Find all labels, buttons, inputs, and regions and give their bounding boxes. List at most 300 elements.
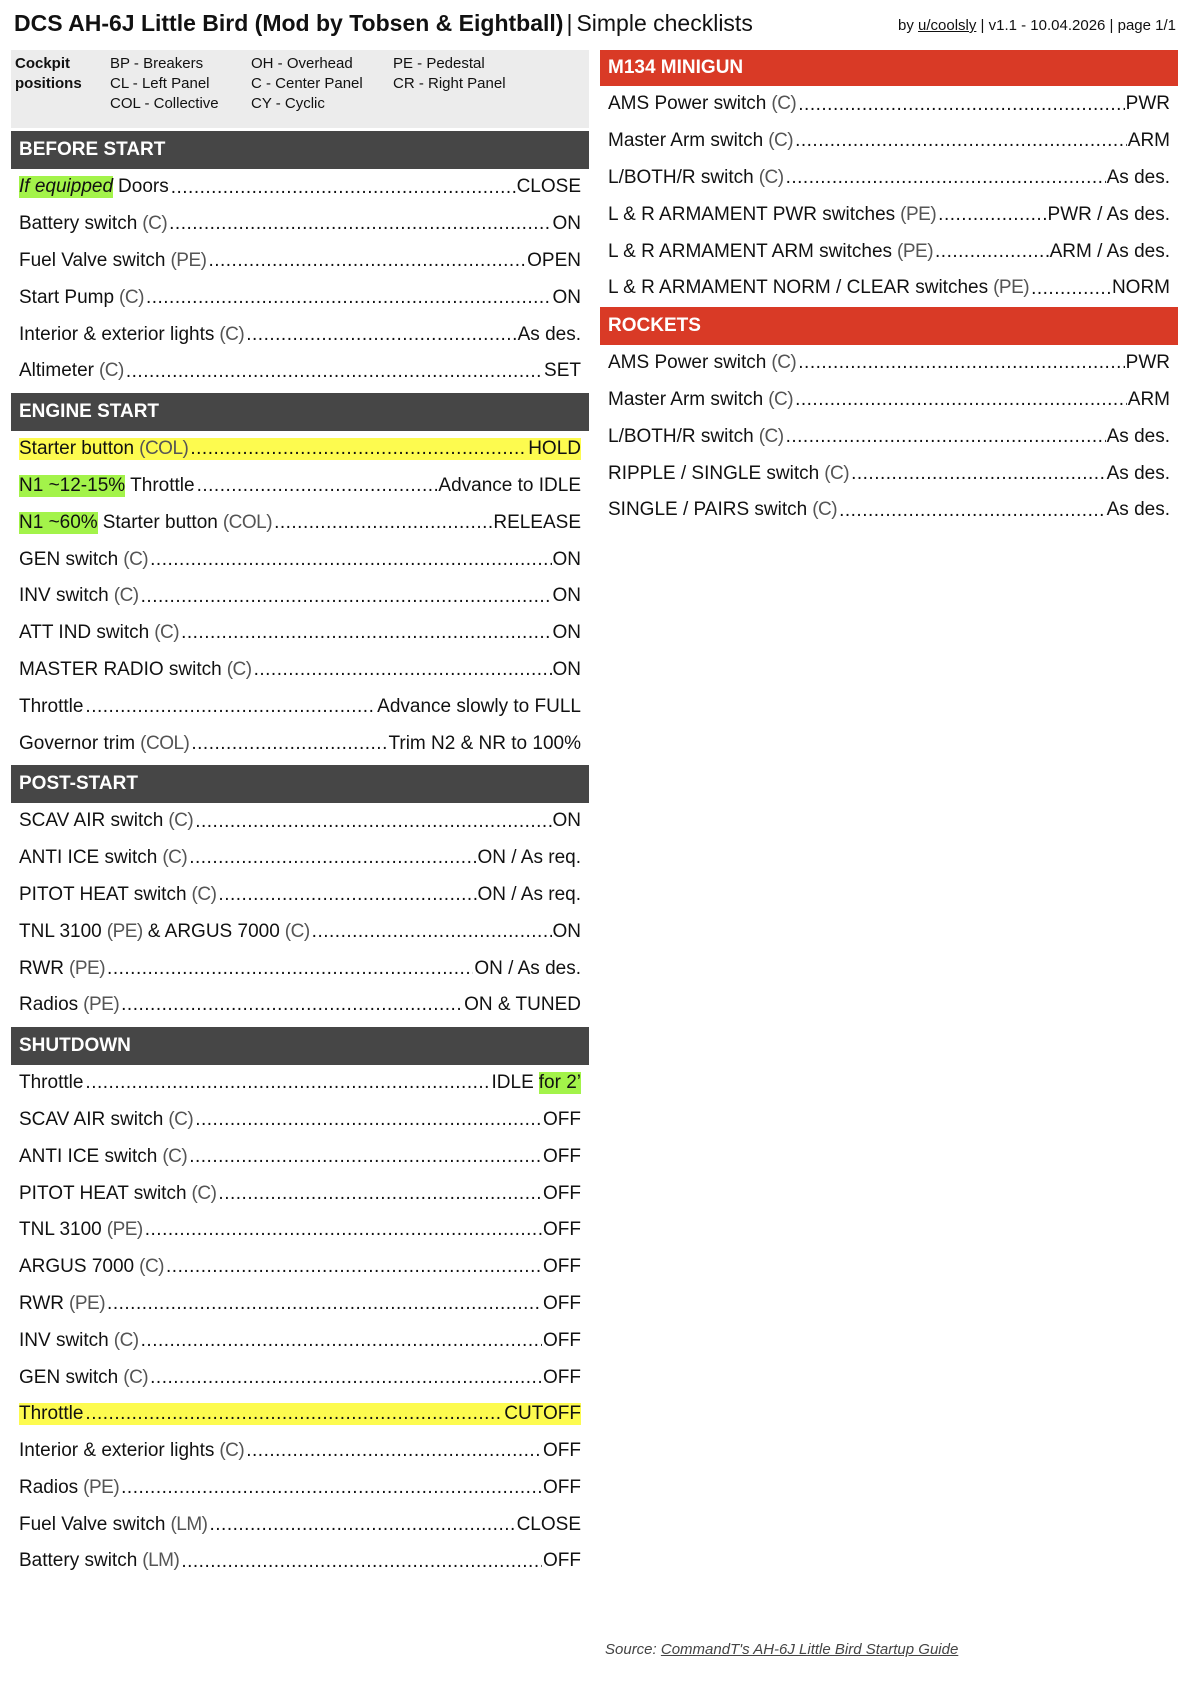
checklist-action-value: OFF <box>543 1108 581 1130</box>
cockpit-position: (C) <box>226 658 252 680</box>
checklist-item-label <box>19 994 119 1016</box>
dot-leader <box>839 500 1106 522</box>
checklist-item-label <box>19 1330 139 1352</box>
checklist-row <box>11 316 589 353</box>
cockpit-position: (C) <box>758 166 784 188</box>
dot-leader <box>798 352 1124 374</box>
checklist-item-label <box>608 167 784 189</box>
legend-entry: OH - Overhead <box>251 55 353 72</box>
item-name: ANTI ICE switch <box>19 847 158 869</box>
item-name: AMS Power switch <box>608 93 767 115</box>
item-name: L & R ARMAMENT PWR switches <box>608 203 896 225</box>
checklist-action-value: PWR / As des. <box>1047 203 1170 225</box>
checklist-item-label <box>19 1477 119 1499</box>
checklist-action-value: ON <box>552 920 581 942</box>
checklist-row-content <box>19 1514 581 1536</box>
item-name: TNL 3100 <box>19 920 102 942</box>
checklist-action-value: As des. <box>1106 499 1170 521</box>
checklist-row <box>11 1433 589 1470</box>
checklist-row <box>11 1212 589 1249</box>
checklist-row <box>600 418 1178 455</box>
dot-leader <box>126 361 543 383</box>
legend-col-1 <box>110 54 219 114</box>
checklist-item-label <box>19 1440 244 1462</box>
checklist-item-label <box>608 204 936 226</box>
item-name: L & R ARMAMENT ARM switches <box>608 240 893 262</box>
item-name: Master Arm switch <box>608 388 764 410</box>
cockpit-position: (LM) <box>142 1550 180 1572</box>
checklist-action-value: OFF <box>543 1476 581 1498</box>
checklist-item-label <box>19 884 216 906</box>
checklist-row-content <box>19 1183 581 1205</box>
legend-entry: CL - Left Panel <box>110 75 210 92</box>
dot-leader <box>146 287 552 309</box>
dot-leader <box>254 659 552 681</box>
item-name: Throttle <box>19 695 84 717</box>
cockpit-position: (PE) <box>897 240 934 262</box>
cockpit-position: (C) <box>219 323 245 345</box>
duration-badge: for 2’ <box>538 1072 581 1094</box>
checklist-row-content <box>608 93 1170 115</box>
checklist-action-value: CLOSE <box>516 176 581 198</box>
checklist-action-value: OFF <box>543 1366 581 1388</box>
legend-label-line1: Cockpit <box>15 55 71 72</box>
dot-leader <box>938 204 1046 226</box>
section-header-before-start: BEFORE START <box>11 131 589 169</box>
dot-leader <box>935 241 1049 263</box>
checklist-action-value: OFF <box>543 1292 581 1314</box>
left-column <box>11 50 589 1580</box>
checklist-row-content <box>19 622 581 644</box>
checklist-row <box>11 206 589 243</box>
cockpit-position: (C) <box>771 93 797 115</box>
dot-leader <box>1031 278 1111 300</box>
cockpit-position: (C) <box>154 622 180 644</box>
dot-leader <box>85 1403 503 1425</box>
cockpit-position: (C) <box>168 1108 194 1130</box>
checklist-row-content <box>19 958 581 980</box>
cockpit-position: (COL) <box>139 438 189 460</box>
checklist-row <box>11 1065 589 1102</box>
dot-leader <box>795 389 1127 411</box>
cockpit-position: (C) <box>758 425 784 447</box>
item-name: RWR <box>19 1292 65 1314</box>
cockpit-position: (C) <box>113 1329 139 1351</box>
cockpit-position: (C) <box>824 462 850 484</box>
checklist-shutdown <box>11 1065 589 1580</box>
cockpit-position: (C) <box>191 1182 217 1204</box>
checklist-row <box>11 1138 589 1175</box>
item-name: INV switch <box>19 1329 109 1351</box>
item-name: Starter button <box>19 438 135 460</box>
title-separator: | <box>566 10 573 36</box>
section-header-engine-start: ENGINE START <box>11 393 589 431</box>
checklist-row-content <box>19 1109 581 1131</box>
item-name: PITOT HEAT switch <box>19 883 187 905</box>
dot-leader <box>121 994 463 1016</box>
checklist-item-label <box>103 512 272 534</box>
item-name: TNL 3100 <box>19 1219 102 1241</box>
dot-leader <box>141 586 552 608</box>
byline-prefix: by <box>898 17 919 34</box>
legend-col-2 <box>251 54 363 114</box>
checklist-item-label <box>19 324 244 346</box>
condition-badge: N1 ~60% <box>19 511 98 533</box>
checklist-action-value: ARM <box>1127 130 1170 152</box>
dot-leader <box>312 921 552 943</box>
checklist-row-content <box>19 1293 581 1315</box>
condition-badge: N1 ~12-15% <box>19 474 126 496</box>
dot-leader <box>246 1440 542 1462</box>
checklist-row-content <box>608 130 1170 152</box>
checklist-action-value: Advance to IDLE <box>438 474 581 496</box>
checklist-item-label <box>19 622 179 644</box>
checklist-engine-start <box>11 431 589 762</box>
checklist-action-value: ON / As req. <box>477 847 581 869</box>
checklist-row-content <box>19 884 581 906</box>
checklist-row <box>11 1470 589 1507</box>
cockpit-position: (C) <box>139 1256 165 1278</box>
checklist-row-content <box>19 733 581 755</box>
checklist-item-label <box>19 250 206 272</box>
section-header-rockets: ROCKETS <box>600 307 1178 345</box>
checklist-row <box>11 950 589 987</box>
dot-leader <box>195 811 551 833</box>
checklist-row <box>11 541 589 578</box>
checklist-row-content <box>19 1072 581 1094</box>
checklist-action-value: ARM / As des. <box>1049 240 1170 262</box>
item-name: Governor trim <box>19 732 136 754</box>
checklist-row <box>11 1543 589 1580</box>
checklist-action-value: IDLE <box>491 1072 534 1094</box>
checklist-action-value: ON <box>552 810 581 832</box>
checklist-item-label <box>19 287 144 309</box>
cockpit-position: (PE) <box>69 1292 106 1314</box>
item-name-secondary: & ARGUS 7000 <box>147 920 280 942</box>
checklist-row-content <box>19 176 581 198</box>
dot-leader <box>195 1109 542 1131</box>
cockpit-position: (C) <box>119 286 144 308</box>
item-name: Start Pump <box>19 286 115 308</box>
checklist-row <box>600 196 1178 233</box>
checklist-row <box>11 803 589 840</box>
dot-leader <box>189 1146 542 1168</box>
checklist-item-label <box>19 213 167 235</box>
checklist-row <box>11 353 589 390</box>
cockpit-position: (C) <box>191 883 217 905</box>
item-name: ARGUS 7000 <box>19 1256 135 1278</box>
checklist-item-label <box>19 360 124 382</box>
dot-leader <box>107 958 473 980</box>
checklist-row-content <box>608 389 1170 411</box>
checklist-row-content <box>19 1219 581 1241</box>
checklist-row <box>11 1175 589 1212</box>
cockpit-position: (PE) <box>83 1476 120 1498</box>
checklist-row-content <box>19 1256 581 1278</box>
legend-label-line2: positions <box>15 75 82 92</box>
dot-leader <box>786 167 1106 189</box>
checklist-item-label <box>19 1146 187 1168</box>
checklist-item-label <box>608 241 933 263</box>
item-name: Interior & exterior lights <box>19 1440 215 1462</box>
checklist-row <box>600 345 1178 382</box>
checklist-row <box>600 492 1178 529</box>
checklist-item-label <box>608 426 784 448</box>
item-name: SINGLE / PAIRS switch <box>608 499 808 521</box>
checklist-item-label <box>19 1293 105 1315</box>
source-link[interactable]: CommandT's AH-6J Little Bird Startup Guide <box>660 1641 959 1658</box>
checklist-item-label <box>19 1183 216 1205</box>
checklist-action-value: As des. <box>1106 166 1170 188</box>
checklist-action-value: ON / As req. <box>477 883 581 905</box>
checklist-row-content <box>19 1330 581 1352</box>
legend-entry: BP - Breakers <box>110 55 204 72</box>
item-name: MASTER RADIO switch <box>19 658 222 680</box>
dot-leader <box>218 1183 542 1205</box>
dot-leader <box>181 622 551 644</box>
dot-leader <box>189 847 476 869</box>
checklist-row <box>11 1506 589 1543</box>
item-name: INV switch <box>19 585 109 607</box>
dot-leader <box>121 1477 542 1499</box>
dot-leader <box>798 94 1124 116</box>
checklist-row <box>600 270 1178 307</box>
checklist-row <box>11 615 589 652</box>
checklist-item-label <box>130 475 194 497</box>
checklist-action-value: ON <box>552 622 581 644</box>
checklist-item-label <box>19 1109 193 1131</box>
cockpit-position: (C) <box>142 213 168 235</box>
dot-leader <box>197 475 438 497</box>
section-header-m134-minigun: M134 MINIGUN <box>600 50 1178 86</box>
checklist-before-start <box>11 169 589 390</box>
item-name: Battery switch <box>19 213 138 235</box>
section-header-post-start: POST-START <box>11 765 589 803</box>
item-name: Radios <box>19 1476 79 1498</box>
item-name: ANTI ICE switch <box>19 1145 158 1167</box>
version-info: | v1.1 - 10.04.2026 | page 1/1 <box>976 17 1176 34</box>
item-name: Interior & exterior lights <box>19 323 215 345</box>
dot-leader <box>795 130 1127 152</box>
item-name: L & R ARMAMENT NORM / CLEAR switches <box>608 277 989 299</box>
checklist-action-value: ARM <box>1127 388 1170 410</box>
item-name: PITOT HEAT switch <box>19 1182 187 1204</box>
checklist-action-value: ON <box>552 658 581 680</box>
dot-leader <box>145 1219 542 1241</box>
item-name: SCAV AIR switch <box>19 810 164 832</box>
section-header-shutdown: SHUTDOWN <box>11 1027 589 1065</box>
checklist-row-content <box>19 287 581 309</box>
checklist-row-content <box>608 241 1170 263</box>
checklist-row <box>11 725 589 762</box>
checklist-row-content <box>608 352 1170 374</box>
legend-entry: COL - Collective <box>110 95 219 112</box>
checklist-item-label <box>19 585 139 607</box>
checklist-row <box>600 382 1178 419</box>
checklist-item-label <box>19 1219 143 1241</box>
checklist-row <box>11 243 589 280</box>
author-link[interactable]: u/coolsly <box>918 17 977 34</box>
dot-leader <box>218 884 476 906</box>
cockpit-position: (C) <box>812 499 838 521</box>
checklist-row-content <box>19 921 581 943</box>
cockpit-position: (PE) <box>106 1219 143 1241</box>
cockpit-position: (PE) <box>83 994 120 1016</box>
checklist-item-label <box>19 958 105 980</box>
checklist-action-value: NORM <box>1111 277 1170 299</box>
checklist-post-start <box>11 803 589 1024</box>
checklist-row <box>11 652 589 689</box>
checklist-action-value: As des. <box>517 323 581 345</box>
checklist-row-content <box>608 463 1170 485</box>
item-name: RIPPLE / SINGLE switch <box>608 462 820 484</box>
dot-leader <box>150 549 551 571</box>
page-title <box>14 10 753 37</box>
checklist-row <box>11 987 589 1024</box>
cockpit-position-secondary: (C) <box>284 920 310 942</box>
checklist-row <box>11 578 589 615</box>
checklist-row <box>11 169 589 206</box>
cockpit-position: (C) <box>768 130 794 152</box>
byline <box>898 17 1176 34</box>
checklist-action-value: ON <box>552 213 581 235</box>
checklist-item-label <box>19 1256 164 1278</box>
item-name: Throttle <box>19 1072 84 1094</box>
checklist-row-content <box>19 585 581 607</box>
dot-leader <box>171 177 516 199</box>
checklist-row-content <box>608 277 1170 299</box>
checklist-row-content <box>19 810 581 832</box>
item-name: GEN switch <box>19 548 119 570</box>
checklist-item-label <box>608 130 793 152</box>
checklist-action-value: ON <box>552 286 581 308</box>
checklist-row <box>11 279 589 316</box>
cockpit-position: (PE) <box>106 920 143 942</box>
checklist-action-value: OFF <box>543 1440 581 1462</box>
checklist-action-value: ON <box>552 585 581 607</box>
right-column <box>600 50 1178 529</box>
item-name: Fuel Valve switch <box>19 249 166 271</box>
checklist-item-label <box>19 549 148 571</box>
item-name: Throttle <box>130 474 195 496</box>
source-prefix: Source: <box>605 1641 661 1658</box>
checklist-item-label <box>608 93 796 115</box>
checklist-row-content <box>19 250 581 272</box>
dot-leader <box>85 696 376 718</box>
checklist-row-content <box>608 426 1170 448</box>
dot-leader <box>208 250 526 272</box>
cockpit-position: (C) <box>113 585 139 607</box>
item-name: RWR <box>19 957 65 979</box>
legend-col-3 <box>393 54 506 94</box>
checklist-row-content <box>19 1367 581 1389</box>
cockpit-position: (C) <box>123 1366 149 1388</box>
checklist-row-content <box>608 499 1170 521</box>
item-name: Altimeter <box>19 360 94 382</box>
checklist-row <box>600 86 1178 123</box>
cockpit-position: (COL) <box>140 732 190 754</box>
item-name: Radios <box>19 994 79 1016</box>
checklist-action-value: ON & TUNED <box>464 994 581 1016</box>
cockpit-position: (C) <box>123 548 149 570</box>
checklist-action-value: PWR <box>1125 93 1170 115</box>
item-name: Battery switch <box>19 1550 138 1572</box>
dot-leader <box>190 438 527 460</box>
legend-entry: CY - Cyclic <box>251 95 325 112</box>
checklist-row <box>600 160 1178 197</box>
checklist-action-value: OPEN <box>527 249 581 271</box>
checklist-row <box>11 688 589 725</box>
checklist-row-content <box>19 847 581 869</box>
checklist-action-value: OFF <box>543 1182 581 1204</box>
item-name: Doors <box>118 176 169 198</box>
checklist-action-value: CLOSE <box>516 1513 581 1535</box>
checklist-action-value: As des. <box>1106 425 1170 447</box>
item-name: ATT IND switch <box>19 622 150 644</box>
cockpit-position: (C) <box>771 352 797 374</box>
checklist-row <box>11 913 589 950</box>
checklist-action-value: SET <box>544 360 581 382</box>
source-footer <box>605 1641 958 1658</box>
item-name: L/BOTH/R switch <box>608 425 754 447</box>
cockpit-position: (PE) <box>993 277 1030 299</box>
legend-entry: CR - Right Panel <box>393 75 506 92</box>
item-name: GEN switch <box>19 1366 119 1388</box>
checklist-item-label <box>608 463 849 485</box>
checklist-row-content <box>608 204 1170 226</box>
page-header <box>14 8 1176 44</box>
item-name: SCAV AIR switch <box>19 1108 164 1130</box>
legend-entry: C - Center Panel <box>251 75 363 92</box>
cockpit-position: (COL) <box>222 511 273 533</box>
checklist-action-value: OFF <box>543 1550 581 1572</box>
checklist-action-value: ON <box>552 548 581 570</box>
checklist-action-value: RELEASE <box>493 511 581 533</box>
cockpit-position: (PE) <box>900 203 937 225</box>
checklist-m134-minigun <box>600 86 1178 307</box>
checklist-row-content <box>19 213 581 235</box>
checklist-item-label <box>19 1514 208 1536</box>
dot-leader <box>169 213 551 235</box>
checklist-row <box>600 123 1178 160</box>
cockpit-position: (LM) <box>170 1513 208 1535</box>
dot-leader <box>85 1072 490 1094</box>
checklist-row <box>11 1249 589 1286</box>
checklist-row-content <box>19 549 581 571</box>
dot-leader <box>274 512 492 534</box>
checklist-item-label <box>19 810 193 832</box>
dot-leader <box>210 1514 516 1536</box>
checklist-row <box>11 1102 589 1139</box>
checklist-action-value: As des. <box>1106 462 1170 484</box>
checklist-row-content <box>19 512 581 534</box>
checklist-item-label <box>19 1403 83 1425</box>
dot-leader <box>851 463 1106 485</box>
checklist-item-label <box>19 438 188 460</box>
checklist-item-label <box>608 352 796 374</box>
checklist-action-value: Advance slowly to FULL <box>377 695 581 717</box>
checklist-action-value: OFF <box>543 1145 581 1167</box>
dot-leader <box>107 1293 542 1315</box>
dot-leader <box>246 324 516 346</box>
legend-label <box>15 54 82 94</box>
checklist-action-value: Trim N2 & NR to 100% <box>388 732 581 754</box>
dot-leader <box>786 426 1106 448</box>
legend-entry: PE - Pedestal <box>393 55 485 72</box>
checklist-row-content <box>19 1146 581 1168</box>
item-name: Throttle <box>19 1403 84 1425</box>
checklist-row <box>11 1396 589 1433</box>
